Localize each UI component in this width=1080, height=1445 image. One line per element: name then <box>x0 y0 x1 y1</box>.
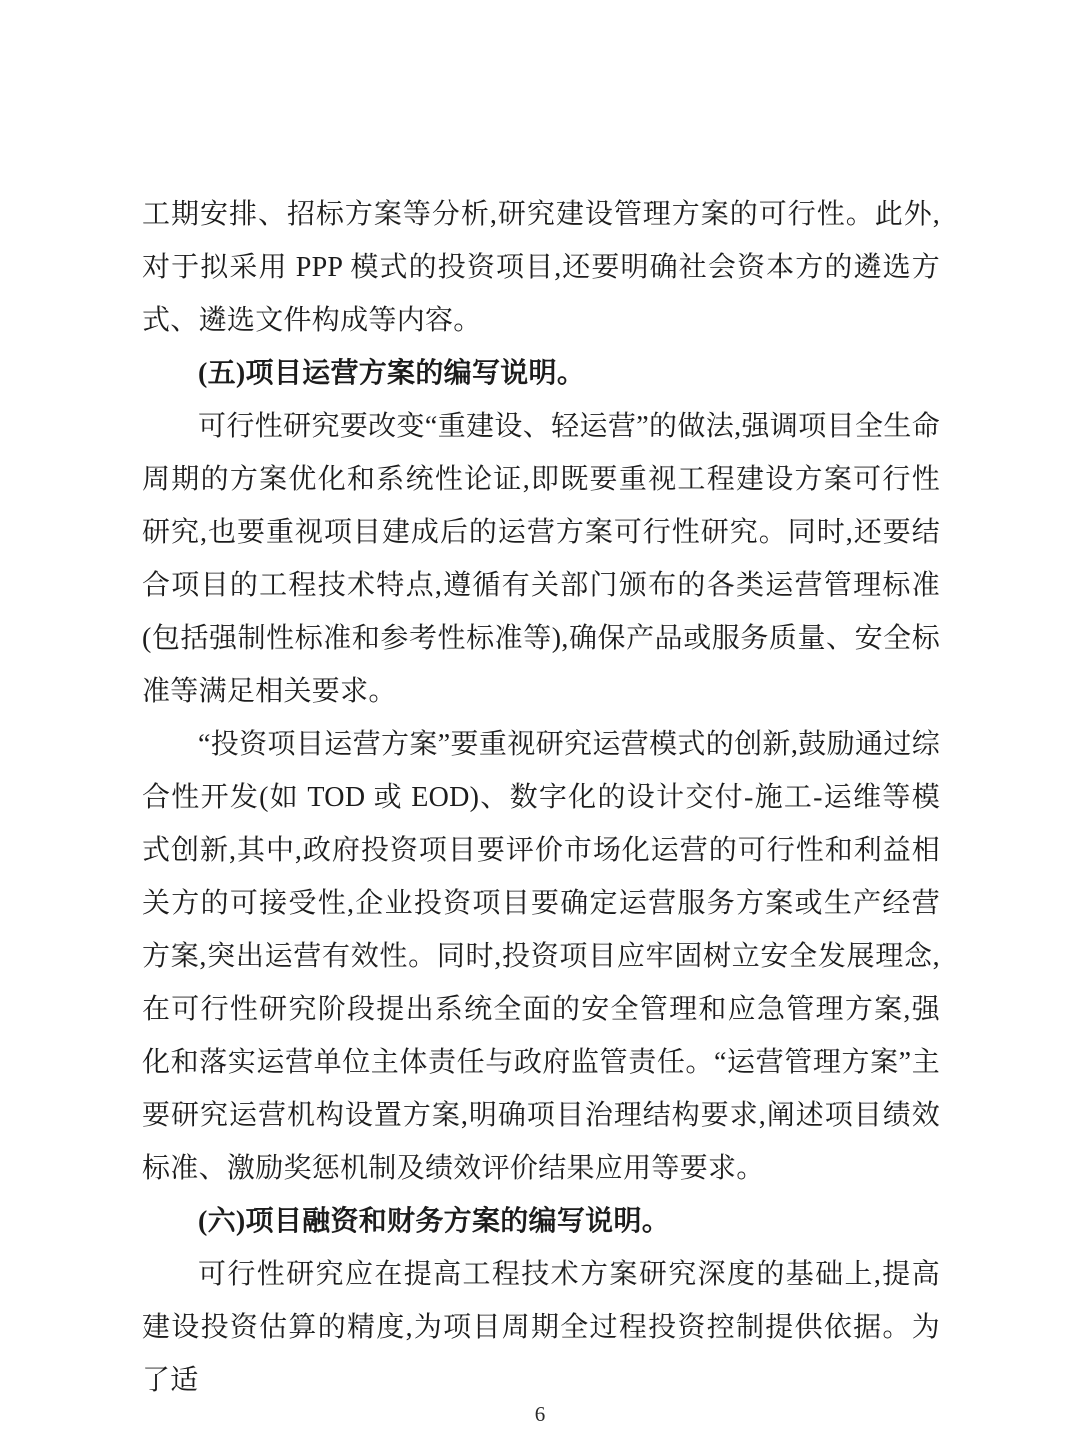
paragraph-financing: 可行性研究应在提高工程技术方案研究深度的基础上,提高建设投资估算的精度,为项目周期全过程投资控制提供依据。为了适 <box>142 1259 940 1396</box>
section-heading-6: (六)项目融资和财务方案的编写说明。 <box>198 1206 671 1237</box>
section-heading-5: (五)项目运营方案的编写说明。 <box>198 358 586 389</box>
page-number: 6 <box>534 1402 546 1426</box>
paragraph-continuation: 工期安排、招标方案等分析,研究建设管理方案的可行性。此外,对于拟采用 PPP 模式的投资项目,还要明确社会资本方的遴选方式、遴选文件构成等内容。 <box>142 199 940 336</box>
document-body <box>142 188 940 1407</box>
paragraph-operation-innovation: “投资项目运营方案”要重视研究运营模式的创新,鼓励通过综合性开发(如 TOD 或 EOD)、数字化的设计交付-施工-运维等模式创新,其中,政府投资项目要评价市场化运营的可行性和利益相关方的可接受性,企业投资项目要确定运营服务方案或生产经营方案,突出运营有效性。同时,投资项目应牢固树立安全发展理念,在可行性研究阶段提出系统全面的安全管理和应急管理方案,强化和落实运营单位主体责任与政府监管责任。“运营管理方案”主要研究运营机构设置方案,明确项目治理结构要求,阐述项目绩效标准、激励奖惩机制及绩效评价结果应用等要求。 <box>142 729 940 1184</box>
paragraph-operation-plan: 可行性研究要改变“重建设、轻运营”的做法,强调项目全生命周期的方案优化和系统性论证,即既要重视工程建设方案可行性研究,也要重视项目建成后的运营方案可行性研究。同时,还要结合项目的工程技术特点,遵循有关部门颁布的各类运营管理标准(包括强制性标准和参考性标准等),确保产品或服务质量、安全标准等满足相关要求。 <box>142 411 940 707</box>
